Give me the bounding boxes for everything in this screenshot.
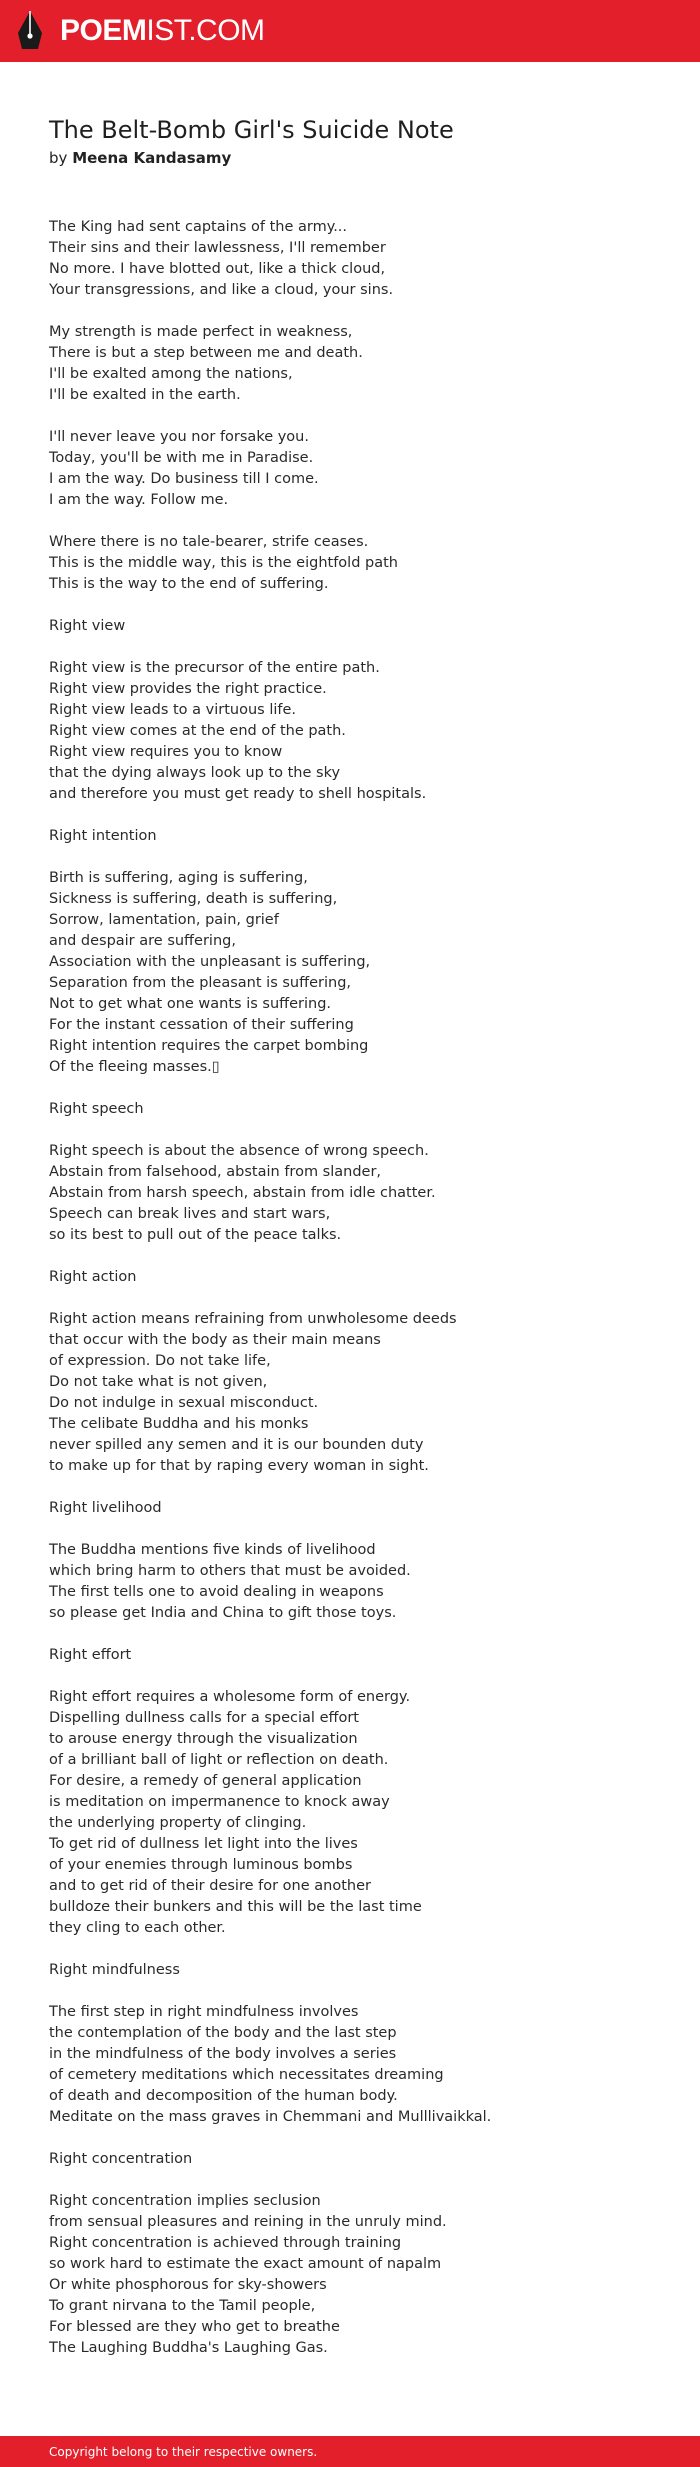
poem-line: that occur with the body as their main means [49,1332,381,1348]
poem-line: the contemplation of the body and the last step [49,2025,397,2041]
poem-line: I'll be exalted in the earth. [49,387,241,403]
stanza [49,427,669,511]
poem-line: The first tells one to avoid dealing in weapons [49,1584,384,1600]
stanza [49,532,669,595]
poem-line: they cling to each other. [49,1920,226,1936]
section-heading [49,826,669,847]
byline [49,147,231,169]
poem-line: I'll be exalted among the nations, [49,366,293,382]
poem-line: Of the fleeing masses.▯ [49,1059,220,1075]
poem-line: Right view [49,618,126,634]
poem-line: Right view is the precursor of the entire path. [49,660,380,676]
poem-line: For blessed are they who get to breathe [49,2319,340,2335]
poem-line: Right view requires you to know [49,744,283,760]
brand-bold: POEM [60,14,147,47]
poem-line: Right concentration implies seclusion [49,2193,321,2209]
poem-line: that the dying always look up to the sky [49,765,341,781]
poem-line: Do not indulge in sexual misconduct. [49,1395,319,1411]
poem-line: of cemetery meditations which necessitates dreaming [49,2067,444,2083]
poem-line: Not to get what one wants is suffering. [49,996,332,1012]
copyright-notice: Copyright belong to their respective owners. [49,2445,318,2459]
poem-line: No more. I have blotted out, like a thick cloud, [49,261,386,277]
poem-line: The King had sent captains of the army... [49,219,348,235]
site-header [0,0,700,62]
poem-line: of expression. Do not take life, [49,1353,271,1369]
poem-line: so its best to pull out of the peace talks. [49,1227,342,1243]
poem-line: and therefore you must get ready to shell hospitals. [49,786,427,802]
stanza [49,217,669,301]
poem-line: to make up for that by raping every woman in sight. [49,1458,429,1474]
poem-line: Dispelling dullness calls for a special effort [49,1710,359,1726]
pen-nib-icon[interactable] [16,9,44,51]
poem-line: Do not take what is not given, [49,1374,268,1390]
poem-line: Right mindfulness [49,1962,180,1978]
poem-line: Right view provides the right practice. [49,681,327,697]
poem-line: is meditation on impermanence to knock away [49,1794,390,1810]
author-link[interactable]: Meena Kandasamy [72,149,232,167]
poem-line: Meditate on the mass graves in Chemmani and Mulllivaikkal. [49,2109,492,2125]
poem-line: There is but a step between me and death. [49,345,363,361]
byline-prefix: by [49,149,68,167]
poem-line: To grant nirvana to the Tamil people, [49,2298,316,2314]
poem-line: Right intention [49,828,157,844]
poem-line: This is the middle way, this is the eightfold path [49,555,398,571]
poem-line: and despair are suffering, [49,933,236,949]
poem-line: Where there is no tale-bearer, strife ceases. [49,534,369,550]
poem-line: of your enemies through luminous bombs [49,1857,353,1873]
poem-line: The first step in right mindfulness involves [49,2004,359,2020]
stanza [49,868,669,1078]
poem-line: To get rid of dullness let light into the lives [49,1836,358,1852]
brand-light: IST.COM [146,14,265,47]
poem-line: Or white phosphorous for sky-showers [49,2277,327,2293]
poem-line: For desire, a remedy of general application [49,1773,362,1789]
poem-line: bulldoze their bunkers and this will be the last time [49,1899,422,1915]
poem-line: Right action means refraining from unwholesome deeds [49,1311,457,1327]
poem-line: from sensual pleasures and reining in the unruly mind. [49,2214,447,2230]
site-logo[interactable] [60,13,265,49]
poem-line: Abstain from harsh speech, abstain from idle chatter. [49,1185,436,1201]
poem-line: The Buddha mentions five kinds of livelihood [49,1542,376,1558]
poem-line: never spilled any semen and it is our bounden duty [49,1437,424,1453]
poem-line: Birth is suffering, aging is suffering, [49,870,308,886]
poem-line: Sorrow, lamentation, pain, grief [49,912,279,928]
poem-line: of a brilliant ball of light or reflection on death. [49,1752,389,1768]
poem-line: I'll never leave you nor forsake you. [49,429,309,445]
poem-line: I am the way. Follow me. [49,492,229,508]
section-heading [49,1960,669,1981]
section-heading [49,1498,669,1519]
poem-line: Right speech is about the absence of wrong speech. [49,1143,429,1159]
stanza [49,2191,669,2359]
poem-line: Right action [49,1269,137,1285]
poem-line: The celibate Buddha and his monks [49,1416,309,1432]
poem-line: in the mindfulness of the body involves a series [49,2046,397,2062]
poem-line: Today, you'll be with me in Paradise. [49,450,314,466]
poem-line: The Laughing Buddha's Laughing Gas. [49,2340,328,2356]
poem-line: Sickness is suffering, death is suffering, [49,891,338,907]
poem-line: Right speech [49,1101,144,1117]
poem-line: Right livelihood [49,1500,162,1516]
poem-body [49,217,669,2380]
stanza [49,322,669,406]
poem-line: so please get India and China to gift those toys. [49,1605,397,1621]
site-footer [0,2436,700,2467]
section-heading [49,1645,669,1666]
stanza [49,1141,669,1246]
poem-line: Association with the unpleasant is suffering, [49,954,371,970]
stanza [49,1309,669,1477]
poem-line: Their sins and their lawlessness, I'll remember [49,240,386,256]
poem-line: and to get rid of their desire for one another [49,1878,371,1894]
poem-title: The Belt-Bomb Girl's Suicide Note [49,116,454,144]
poem-line: Abstain from falsehood, abstain from slander, [49,1164,382,1180]
poem-line: This is the way to the end of suffering. [49,576,329,592]
poem-line: My strength is made perfect in weakness, [49,324,353,340]
section-heading [49,1267,669,1288]
stanza [49,1687,669,1939]
poem-line: Separation from the pleasant is suffering, [49,975,352,991]
poem-line: the underlying property of clinging. [49,1815,307,1831]
poem-line: so work hard to estimate the exact amount of napalm [49,2256,442,2272]
section-heading [49,1099,669,1120]
poem-line: For the instant cessation of their suffering [49,1017,354,1033]
stanza [49,658,669,805]
poem-line: which bring harm to others that must be avoided. [49,1563,411,1579]
poem-line: Right view comes at the end of the path. [49,723,346,739]
stanza [49,2002,669,2128]
poem-line: I am the way. Do business till I come. [49,471,319,487]
poem-line: Right intention requires the carpet bombing [49,1038,369,1054]
poem-line: Right effort [49,1647,132,1663]
stanza [49,1540,669,1624]
poem-line: Right view leads to a virtuous life. [49,702,297,718]
poem-line: of death and decomposition of the human body. [49,2088,398,2104]
poem-line: Right concentration is achieved through training [49,2235,402,2251]
poem-line: Right effort requires a wholesome form of energy. [49,1689,411,1705]
poem-line: to arouse energy through the visualization [49,1731,358,1747]
poem-line: Speech can break lives and start wars, [49,1206,331,1222]
section-heading [49,616,669,637]
poem-line: Right concentration [49,2151,193,2167]
poem-line: Your transgressions, and like a cloud, your sins. [49,282,394,298]
section-heading [49,2149,669,2170]
